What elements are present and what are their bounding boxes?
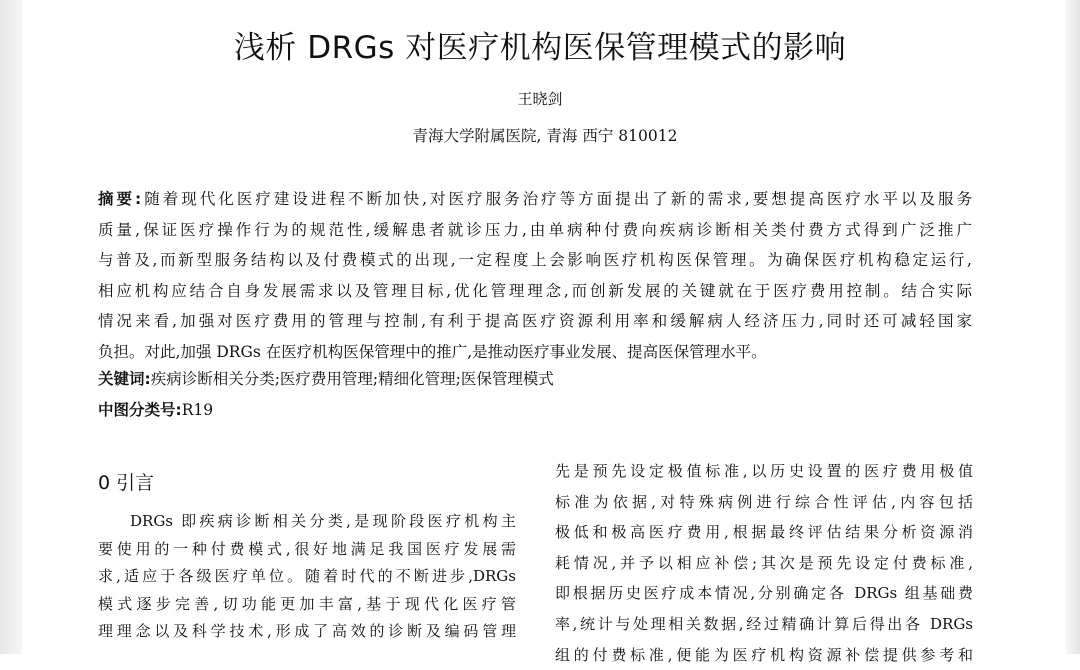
body-line: 极低和极高医疗费用,根据最终评估结果分析资源消 [555,523,973,542]
author-name: 王晓剑 [517,90,563,108]
body-line: DRGs 即疾病诊断相关分类,是现阶段医疗机构主 [130,512,516,530]
keywords-line [98,367,554,389]
classification-label: 中图分类号: [98,401,182,419]
body-line: 率,统计与处理相关数据,经过精确计算后得出各 DRGs [555,614,973,633]
abstract-line: 与普及,而新型服务结构以及付费模式的出现,一定程度上会影响医疗机构医保管理。为确保医疗机构稳定运行, [98,251,972,269]
abstract-label: 摘要: [98,190,142,208]
body-line: 标准为依据,对特殊病例进行综合性评估,内容包括 [555,492,973,511]
abstract-line: 负担。对此,加强 DRGs 在医疗机构医保管理中的推广,是推动医疗事业发展、提高医保管理水平。 [98,342,767,361]
body-line: 即根据历史医疗成本情况,分别确定各 DRGs 组基础费 [555,584,973,603]
abstract-line [98,184,972,215]
section-heading: 0 引言 [98,472,155,494]
abstract-line: 相应机构应结合自身发展需求以及管理目标,优化管理理念,而创新发展的关键就在于医疗费用控制。结合实际 [98,281,972,300]
keywords-label: 关键词: [98,370,151,388]
body-line: 耗情况,并予以相应补偿;其次是预先设定付费标准, [555,553,973,572]
body-line: 要使用的一种付费模式,很好地满足我国医疗发展需 [98,539,516,558]
body-line: 组的付费标准,便能为医疗机构资源补偿提供参考和 [555,645,973,664]
body-right-column [555,456,973,670]
classification-code: R19 [181,401,214,419]
classification-line [98,398,213,420]
author-affiliation: 青海大学附属医院, 青海 西宁 810012 [412,127,678,145]
body-line: 理理念以及科学技术,形成了高效的诊断及编码管理 [98,622,516,640]
abstract-line: 情况来看,加强对医疗费用的管理与控制,有利于提高医疗资源利用率和缓解病人经济压力,同时还可减轻国家 [98,312,972,330]
paper-title: 浅析 DRGs 对医疗机构医保管理模式的影响 [233,30,847,66]
body-line: 求,适应于各级医疗单位。随着时代的不断进步,DRGs [98,567,516,585]
body-left-column [98,508,516,646]
abstract-line: 质量,保证医疗操作行为的规范性,缓解患者就诊压力,由单病种付费向疾病诊断相关类付费方式得到广泛推广 [98,220,972,239]
abstract-block [98,184,972,367]
body-line: 模式逐步完善,切功能更加丰富,基于现代化医疗管 [98,594,516,613]
body-line: 先是预先设定极值标准,以历史设置的医疗费用极值 [555,462,973,480]
abstract-text: 随着现代化医疗建设进程不断加快,对医疗服务治疗等方面提出了新的需求,要想提高医疗水平以及服务 [141,190,973,208]
keywords-text: 疾病诊断相关分类;医疗费用管理;精细化管理;医保管理模式 [150,370,554,388]
